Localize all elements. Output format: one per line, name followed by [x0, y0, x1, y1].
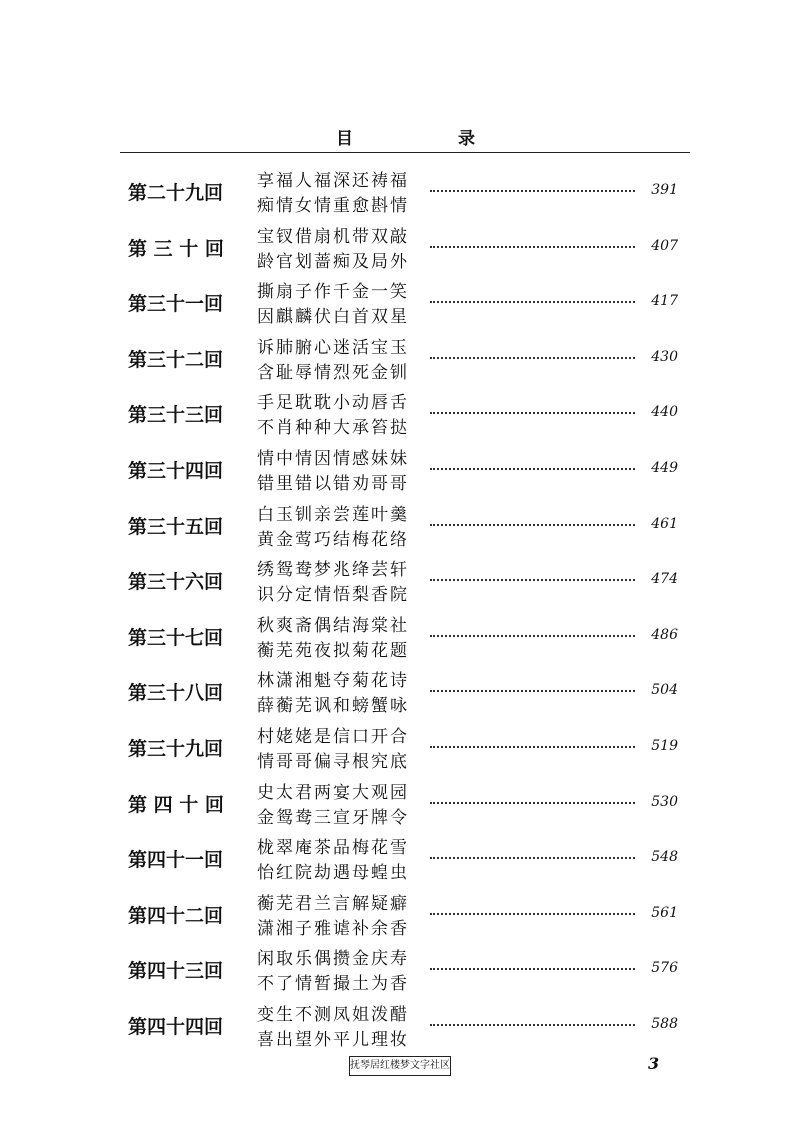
toc-entry [0, 664, 800, 720]
leader-dots [430, 682, 635, 692]
entry-page-number: 391 [651, 182, 678, 198]
leader-dots [430, 404, 635, 414]
chapter-number: 第三十六回 [128, 571, 224, 594]
toc-entry [0, 998, 800, 1054]
entry-page-number: 474 [651, 571, 678, 588]
leader-dots [430, 349, 635, 359]
page-number: 3 [648, 1054, 660, 1073]
chapter-number: 第三十二回 [128, 348, 224, 371]
toc-entry [0, 553, 800, 609]
leader-dots [430, 905, 635, 915]
leader-dots [430, 1016, 635, 1026]
toc-entry [0, 220, 800, 276]
entry-page-number: 430 [651, 348, 678, 365]
toc-entry [0, 942, 800, 998]
chapter-number: 第三十七回 [128, 626, 224, 649]
chapter-title-line1: 秋爽斋偶结海棠社 [257, 615, 409, 636]
entry-page-number: 519 [651, 738, 678, 754]
chapter-number: 第 三 十 回 [128, 237, 224, 260]
chapter-title-line1: 绣鸳鸯梦兆绛芸轩 [257, 560, 409, 581]
toc-entry [0, 275, 800, 331]
entry-page-number: 588 [651, 1016, 678, 1032]
chapter-title-line1: 闲取乐偶攒金庆寿 [257, 949, 409, 970]
chapter-number: 第三十三回 [128, 404, 224, 427]
chapter-title-line1: 手足耽耽小动唇舌 [257, 393, 409, 414]
chapter-title-line1: 村姥姥是信口开合 [257, 727, 409, 747]
leader-dots [430, 238, 635, 248]
leader-dots [430, 849, 635, 859]
chapter-number: 第三十八回 [128, 682, 224, 705]
leader-dots [430, 960, 635, 970]
entry-page-number: 576 [651, 960, 678, 977]
leader-dots [430, 738, 635, 748]
chapter-title-line2: 因麒麟伏白首双星 [257, 307, 409, 328]
chapter-title-line1: 白玉钏亲尝莲叶羹 [257, 504, 409, 525]
entry-page-number: 440 [651, 404, 678, 421]
toc-entry [0, 164, 800, 220]
entry-page-number: 486 [651, 626, 678, 643]
toc-entry [0, 442, 800, 498]
header-title-left: 目 [336, 129, 353, 149]
chapter-title-line1: 诉肺腑心迷活宝玉 [257, 337, 409, 358]
chapter-title-line2: 怡红院劫遇母蝗虫 [257, 863, 409, 884]
chapter-title-line1: 林潇湘魁夺菊花诗 [257, 671, 409, 692]
leader-dots [430, 293, 635, 303]
entry-page-number: 530 [651, 793, 678, 810]
chapter-title-line2: 痴情女情重愈斟情 [257, 196, 409, 216]
header-rule [120, 152, 690, 153]
entry-page-number: 461 [651, 515, 678, 532]
chapter-number: 第四十三回 [128, 960, 224, 983]
chapter-number: 第四十二回 [128, 904, 224, 927]
chapter-title-line2: 蘅芜苑夜拟菊花题 [257, 640, 409, 661]
watermark-stamp: 抚琴居红楼梦文字社区 [349, 1056, 451, 1076]
header-title-right: 录 [458, 129, 475, 149]
toc-entry [0, 609, 800, 665]
chapter-title-line1: 变生不测凤姐泼醋 [257, 1005, 409, 1025]
chapter-number: 第三十一回 [128, 293, 224, 316]
chapter-title-line2: 不了情暂撮土为香 [257, 974, 409, 995]
chapter-number: 第三十九回 [128, 738, 224, 760]
chapter-number: 第三十五回 [128, 515, 224, 538]
toc-entry [0, 498, 800, 554]
chapter-title-line2: 潇湘子雅谑补余香 [257, 918, 409, 939]
chapter-number: 第四十一回 [128, 849, 224, 872]
chapter-number: 第 四 十 回 [128, 793, 224, 816]
toc-entry [0, 831, 800, 887]
chapter-title-line1: 栊翠庵茶品梅花雪 [257, 838, 409, 859]
chapter-title-line2: 龄官划蔷痴及局外 [257, 251, 409, 272]
leader-dots [430, 794, 635, 804]
toc-entry [0, 331, 800, 387]
entry-page-number: 407 [651, 237, 678, 254]
toc-entry [0, 386, 800, 442]
chapter-title-line2: 黄金莺巧结梅花络 [257, 529, 409, 550]
chapter-title-line2: 不肖种种大承笞挞 [257, 418, 409, 439]
entry-page-number: 548 [651, 849, 678, 866]
chapter-number: 第三十四回 [128, 460, 224, 482]
toc-entry [0, 776, 800, 832]
toc-entry [0, 720, 800, 776]
chapter-title-line1: 享福人福深还祷福 [257, 171, 409, 191]
chapter-title-line1: 宝钗借扇机带双敲 [257, 226, 409, 247]
toc-header [120, 118, 690, 154]
chapter-title-line1: 史太君两宴大观园 [257, 782, 409, 803]
leader-dots [430, 627, 635, 637]
leader-dots [430, 571, 635, 581]
chapter-title-line1: 撕扇子作千金一笑 [257, 282, 409, 303]
chapter-title-line2: 错里错以错劝哥哥 [257, 474, 409, 494]
chapter-number: 第四十四回 [128, 1016, 224, 1038]
entry-page-number: 561 [651, 904, 678, 921]
toc-entry [0, 887, 800, 943]
chapter-title-line2: 识分定情悟梨香院 [257, 585, 409, 606]
leader-dots [430, 460, 635, 470]
chapter-title-line2: 含耻辱情烈死金钏 [257, 362, 409, 383]
chapter-title-line1: 蘅芜君兰言解疑癖 [257, 893, 409, 914]
leader-dots [430, 182, 635, 192]
chapter-title-line2: 金鸳鸯三宣牙牌令 [257, 807, 409, 828]
chapter-title-line2: 薛蘅芜讽和螃蟹咏 [257, 696, 409, 717]
chapter-title-line2: 喜出望外平儿理妆 [257, 1030, 409, 1050]
entry-page-number: 449 [651, 460, 678, 476]
leader-dots [430, 516, 635, 526]
chapter-number: 第二十九回 [128, 182, 224, 204]
entry-page-number: 504 [651, 682, 678, 699]
entry-page-number: 417 [651, 293, 678, 310]
chapter-title-line2: 情哥哥偏寻根究底 [257, 752, 409, 772]
chapter-title-line1: 情中情因情感妹妹 [257, 449, 409, 469]
